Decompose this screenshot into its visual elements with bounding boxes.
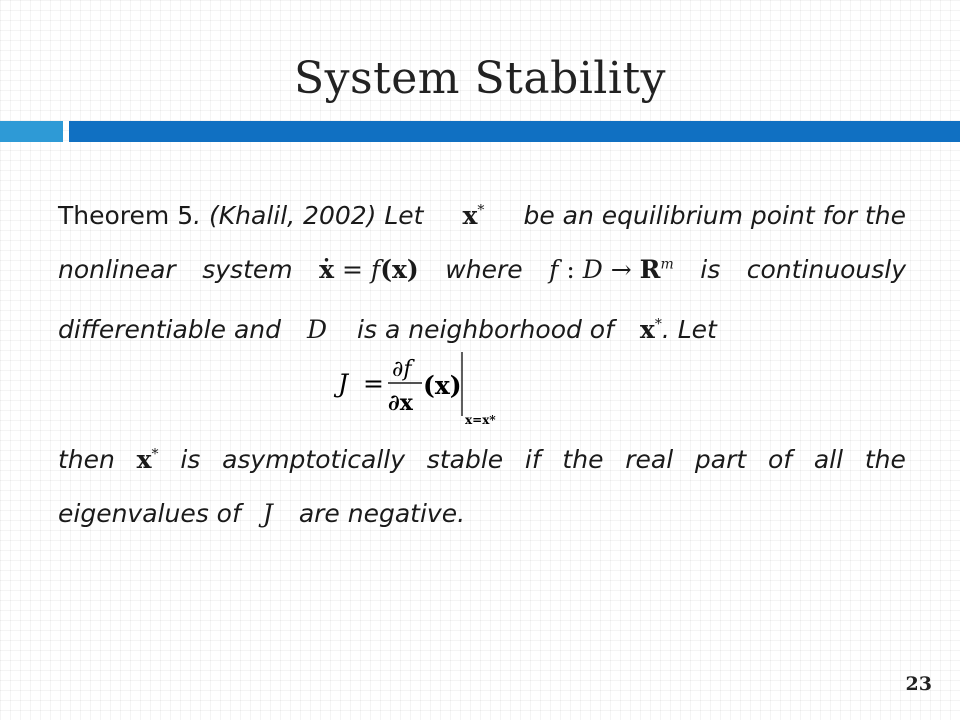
word-if: if [524,445,541,474]
slide-title: System Stability [294,53,666,104]
title-accent-bar-long [69,121,960,142]
jacobian-numerator: ∂f [392,357,412,382]
equilibrium-symbol-2: x* [639,315,662,344]
theorem-line-4 [58,433,906,487]
word-nonlinear: nonlinear [58,255,176,284]
word-then: then [58,445,115,474]
domain-symbol: D [307,315,328,344]
theorem-line-5 [58,487,906,541]
word-real: real [625,445,674,474]
word-let: . Let [661,315,717,344]
equilibrium-symbol-3: x* [136,445,159,474]
word-the: the [562,445,604,474]
word-stable: stable [426,445,504,474]
word-differentiable-and: differentiable and [58,315,281,344]
system-equation: ẋ = f(x) [319,255,419,284]
map-definition: f : $D \to R^m$ [549,255,674,284]
word-all: all [813,445,844,474]
equilibrium-symbol: x* [462,201,485,230]
word-part: part [694,445,747,474]
word-eigenvalues-of: eigenvalues of [58,499,241,528]
theorem-line-1-tail: be an equilibrium point for the [523,201,906,230]
theorem-text [58,189,906,357]
jacobian-denominator: ∂x [388,390,413,416]
evaluation-point: x=x* [465,413,496,427]
word-continuously: continuously [746,255,906,284]
word-are-negative: are negative. [298,499,466,528]
word-is-2: is [180,445,201,474]
jacobian-symbol: J [262,499,273,528]
title-accent-bar-short [0,121,63,142]
theorem-citation: . (Khalil, 2002) Let [193,201,424,230]
word-asymptotically: asymptotically [222,445,406,474]
theorem-label: Theorem 5 [58,201,194,230]
theorem-line-3 [58,303,906,357]
jacobian-J: J [338,369,349,398]
theorem-conclusion [58,433,906,541]
jacobian-equals: = [363,369,384,398]
theorem-line-1 [58,189,906,243]
theorem-heading [58,189,423,243]
word-where: where [445,255,523,284]
jacobian-equation [330,350,530,430]
word-neighborhood: is a neighborhood of [357,315,614,344]
word-of: of [767,445,793,474]
jacobian-argument: (x) [423,371,462,400]
word-system: system [202,255,293,284]
word-is: is [700,255,721,284]
word-the-2: the [864,445,906,474]
theorem-line-2 [58,243,906,297]
page-number: 23 [905,673,932,695]
